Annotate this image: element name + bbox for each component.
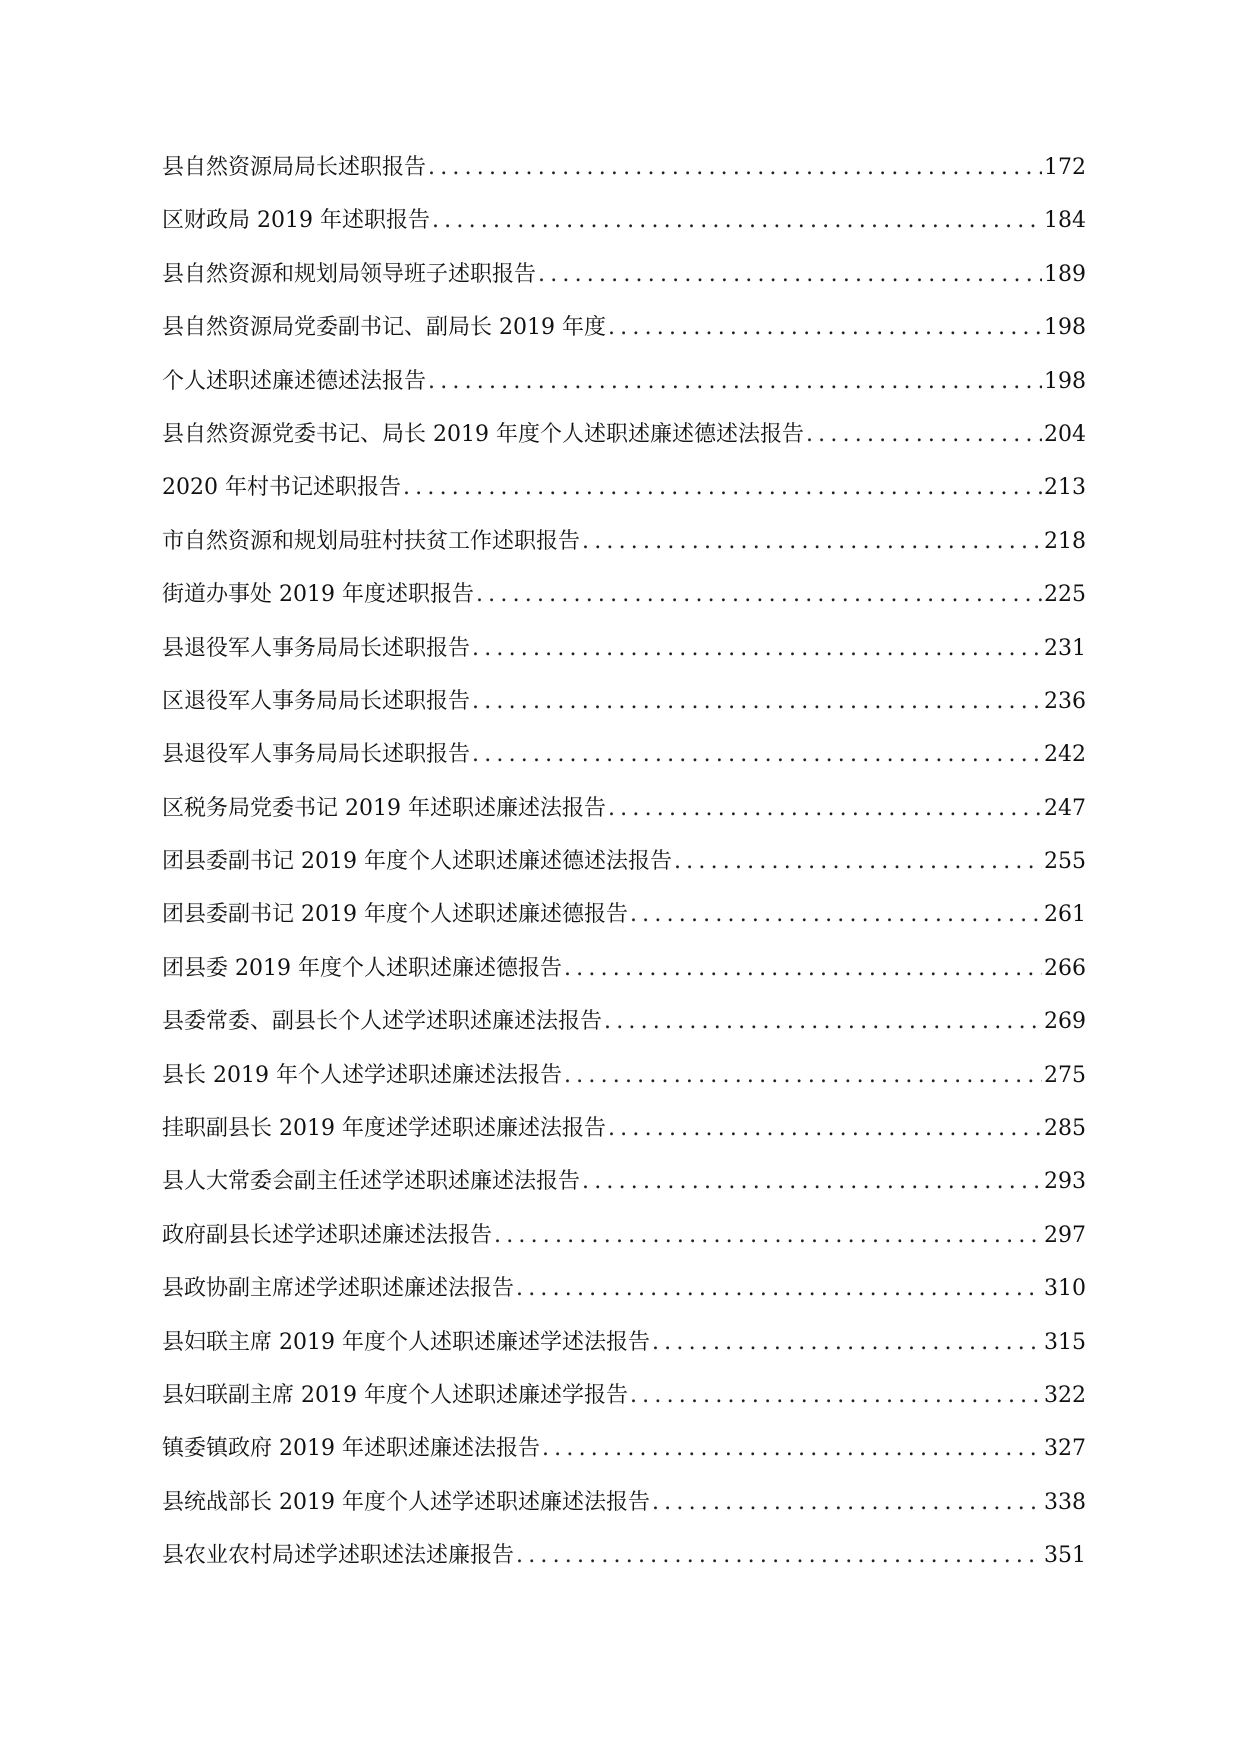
dot-leader: [472, 633, 1042, 665]
toc-entry[interactable]: [162, 633, 1086, 686]
dot-leader: [608, 793, 1042, 825]
toc-entry[interactable]: [162, 1166, 1086, 1219]
toc-entry[interactable]: [162, 526, 1086, 579]
dot-leader: [538, 259, 1042, 291]
toc-entry-page: 261: [1044, 902, 1086, 928]
toc-entry-title: 2020 年村书记述职报告: [162, 472, 401, 504]
toc-entry-title: 街道办事处 2019 年度述职报告: [162, 579, 474, 611]
dot-leader: [806, 419, 1042, 451]
dot-leader: [582, 526, 1042, 558]
toc-entry-page: 189: [1044, 261, 1086, 287]
toc-entry[interactable]: [162, 259, 1086, 312]
toc-entry-page: 255: [1044, 849, 1086, 875]
dot-leader: [432, 205, 1042, 237]
toc-entry[interactable]: [162, 1060, 1086, 1113]
toc-entry-page: 213: [1044, 475, 1086, 501]
toc-entry-title: 团县委副书记 2019 年度个人述职述廉述德报告: [162, 899, 628, 931]
toc-entry[interactable]: [162, 419, 1086, 472]
toc-entry[interactable]: [162, 899, 1086, 952]
toc-entry-page: 310: [1044, 1276, 1086, 1302]
toc-entry-title: 团县委副书记 2019 年度个人述职述廉述德述法报告: [162, 846, 672, 878]
toc-entry-page: 266: [1044, 955, 1086, 981]
toc-entry-page: 315: [1044, 1329, 1086, 1355]
toc-entry[interactable]: [162, 1273, 1086, 1326]
dot-leader: [582, 1166, 1042, 1198]
toc-entry-title: 区税务局党委书记 2019 年述职述廉述法报告: [162, 793, 606, 825]
toc-entry-title: 县自然资源和规划局领导班子述职报告: [162, 259, 536, 291]
toc-entry-page: 297: [1044, 1222, 1086, 1248]
toc-entry[interactable]: [162, 1113, 1086, 1166]
toc-entry-page: 285: [1044, 1116, 1086, 1142]
toc-entry-title: 县妇联副主席 2019 年度个人述职述廉述学报告: [162, 1380, 628, 1412]
toc-entry-title: 县长 2019 年个人述学述职述廉述法报告: [162, 1060, 562, 1092]
toc-entry-title: 镇委镇政府 2019 年述职述廉述法报告: [162, 1433, 540, 1465]
toc-entry-page: 269: [1044, 1009, 1086, 1035]
toc-entry-title: 挂职副县长 2019 年度述学述职述廉述法报告: [162, 1113, 606, 1145]
table-of-contents: [162, 152, 1086, 1594]
toc-entry-page: 338: [1044, 1489, 1086, 1515]
dot-leader: [516, 1540, 1042, 1572]
toc-entry-page: 225: [1044, 582, 1086, 608]
toc-entry[interactable]: [162, 1487, 1086, 1540]
toc-entry-title: 市自然资源和规划局驻村扶贫工作述职报告: [162, 526, 580, 558]
toc-entry-page: 322: [1044, 1382, 1086, 1408]
dot-leader: [652, 1487, 1042, 1519]
dot-leader: [403, 472, 1042, 504]
toc-entry-title: 县自然资源党委书记、局长 2019 年度个人述职述廉述德述法报告: [162, 419, 804, 451]
toc-entry[interactable]: [162, 793, 1086, 846]
toc-entry[interactable]: [162, 846, 1086, 899]
toc-entry-title: 县退役军人事务局局长述职报告: [162, 633, 470, 665]
dot-leader: [428, 366, 1042, 398]
toc-entry-title: 县妇联主席 2019 年度个人述职述廉述学述法报告: [162, 1327, 650, 1359]
dot-leader: [608, 1113, 1042, 1145]
toc-entry-page: 236: [1044, 688, 1086, 714]
toc-entry[interactable]: [162, 1380, 1086, 1433]
toc-entry[interactable]: [162, 1327, 1086, 1380]
dot-leader: [542, 1433, 1042, 1465]
dot-leader: [472, 686, 1042, 718]
toc-entry-page: 247: [1044, 795, 1086, 821]
dot-leader: [564, 953, 1042, 985]
toc-entry-page: 242: [1044, 742, 1086, 768]
toc-entry[interactable]: [162, 953, 1086, 1006]
dot-leader: [494, 1220, 1042, 1252]
toc-entry[interactable]: [162, 366, 1086, 419]
toc-entry-page: 204: [1044, 421, 1086, 447]
toc-entry-page: 198: [1044, 315, 1086, 341]
dot-leader: [608, 312, 1042, 344]
toc-entry-page: 327: [1044, 1436, 1086, 1462]
dot-leader: [630, 1380, 1042, 1412]
toc-entry-title: 县农业农村局述学述职述法述廉报告: [162, 1540, 514, 1572]
toc-entry-title: 县委常委、副县长个人述学述职述廉述法报告: [162, 1006, 602, 1038]
toc-entry[interactable]: [162, 472, 1086, 525]
toc-entry[interactable]: [162, 1433, 1086, 1486]
dot-leader: [630, 899, 1042, 931]
toc-entry-title: 政府副县长述学述职述廉述法报告: [162, 1220, 492, 1252]
toc-entry-title: 团县委 2019 年度个人述职述廉述德报告: [162, 953, 562, 985]
dot-leader: [428, 152, 1042, 184]
dot-leader: [604, 1006, 1042, 1038]
toc-entry-title: 县政协副主席述学述职述廉述法报告: [162, 1273, 514, 1305]
dot-leader: [652, 1327, 1042, 1359]
dot-leader: [472, 739, 1042, 771]
toc-entry-page: 218: [1044, 528, 1086, 554]
dot-leader: [564, 1060, 1042, 1092]
toc-entry-page: 275: [1044, 1062, 1086, 1088]
toc-entry-title: 区退役军人事务局局长述职报告: [162, 686, 470, 718]
toc-entry-title: 县统战部长 2019 年度个人述学述职述廉述法报告: [162, 1487, 650, 1519]
toc-entry[interactable]: [162, 1540, 1086, 1593]
toc-entry[interactable]: [162, 312, 1086, 365]
toc-entry[interactable]: [162, 152, 1086, 205]
dot-leader: [476, 579, 1042, 611]
toc-entry-page: 184: [1044, 208, 1086, 234]
toc-entry-page: 351: [1044, 1543, 1086, 1569]
toc-entry-page: 231: [1044, 635, 1086, 661]
toc-entry[interactable]: [162, 1220, 1086, 1273]
toc-entry[interactable]: [162, 205, 1086, 258]
dot-leader: [674, 846, 1042, 878]
toc-entry-title: 区财政局 2019 年述职报告: [162, 205, 430, 237]
toc-entry[interactable]: [162, 686, 1086, 739]
toc-entry-title: 县退役军人事务局局长述职报告: [162, 739, 470, 771]
dot-leader: [516, 1273, 1042, 1305]
toc-entry-title: 县人大常委会副主任述学述职述廉述法报告: [162, 1166, 580, 1198]
toc-entry-page: 198: [1044, 368, 1086, 394]
toc-entry-page: 293: [1044, 1169, 1086, 1195]
toc-entry-page: 172: [1044, 155, 1086, 180]
toc-entry-title: 个人述职述廉述德述法报告: [162, 366, 426, 398]
toc-entry[interactable]: [162, 739, 1086, 792]
toc-entry[interactable]: [162, 1006, 1086, 1059]
toc-entry[interactable]: [162, 579, 1086, 632]
toc-entry-title: 县自然资源局局长述职报告: [162, 152, 426, 184]
toc-entry-title: 县自然资源局党委副书记、副局长 2019 年度: [162, 312, 606, 344]
